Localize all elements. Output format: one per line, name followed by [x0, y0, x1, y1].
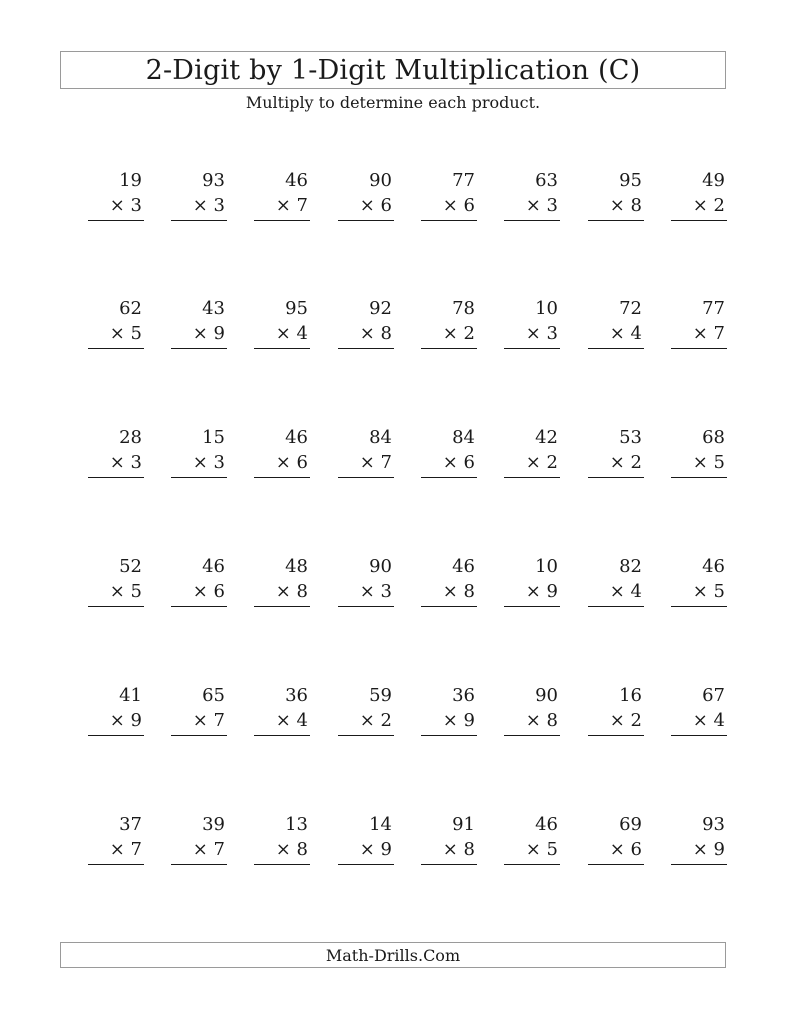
multiplier: 9 [713, 839, 725, 860]
multiplier: 4 [296, 710, 308, 731]
times-sign: × [275, 195, 291, 216]
times-sign: × [442, 839, 458, 860]
multiplicand: 43 [202, 298, 225, 319]
times-sign: × [525, 839, 541, 860]
multiplier-line [276, 710, 308, 732]
times-sign: × [692, 452, 708, 473]
multiplicand: 19 [119, 170, 142, 191]
multiplicand: 93 [702, 814, 725, 835]
multiplier: 9 [380, 839, 392, 860]
multiplier-line [443, 581, 475, 603]
multiplier-line [526, 710, 558, 732]
answer-line [421, 606, 477, 607]
times-sign: × [275, 581, 291, 602]
multiplicand: 42 [535, 427, 558, 448]
multiplier: 9 [463, 710, 475, 731]
multiplier: 8 [463, 839, 475, 860]
times-sign: × [359, 323, 375, 344]
times-sign: × [442, 195, 458, 216]
multiplier: 3 [546, 323, 558, 344]
answer-line [588, 606, 644, 607]
page-title: 2-Digit by 1-Digit Multiplication (C) [145, 54, 641, 86]
multiplier-line [360, 710, 392, 732]
multiplier: 7 [713, 323, 725, 344]
multiplier: 5 [130, 581, 142, 602]
answer-line [254, 864, 310, 865]
times-sign: × [442, 452, 458, 473]
answer-line [88, 735, 144, 736]
multiplier-line [610, 839, 642, 861]
multiplicand: 10 [535, 298, 558, 319]
multiplier: 3 [130, 452, 142, 473]
answer-line [338, 606, 394, 607]
multiplier-line [276, 452, 308, 474]
answer-line [338, 348, 394, 349]
multiplicand: 90 [369, 556, 392, 577]
answer-line [338, 864, 394, 865]
times-sign: × [442, 323, 458, 344]
multiplier: 8 [463, 581, 475, 602]
answer-line [88, 348, 144, 349]
times-sign: × [692, 323, 708, 344]
answer-line [88, 864, 144, 865]
multiplier: 5 [130, 323, 142, 344]
multiplicand: 53 [619, 427, 642, 448]
multiplier-line [193, 839, 225, 861]
times-sign: × [192, 710, 208, 731]
answer-line [171, 477, 227, 478]
multiplier-line [110, 710, 142, 732]
multiplicand: 46 [285, 427, 308, 448]
multiplier-line [610, 581, 642, 603]
multiplicand: 46 [452, 556, 475, 577]
multiplicand: 46 [285, 170, 308, 191]
multiplier: 4 [630, 581, 642, 602]
multiplicand: 82 [619, 556, 642, 577]
answer-line [671, 735, 727, 736]
answer-line [254, 348, 310, 349]
multiplier-line [110, 452, 142, 474]
multiplier: 6 [380, 195, 392, 216]
times-sign: × [609, 581, 625, 602]
multiplier-line [610, 452, 642, 474]
answer-line [504, 348, 560, 349]
multiplier: 2 [463, 323, 475, 344]
multiplicand: 69 [619, 814, 642, 835]
multiplicand: 84 [369, 427, 392, 448]
multiplier: 3 [213, 195, 225, 216]
multiplicand: 92 [369, 298, 392, 319]
multiplier-line [610, 710, 642, 732]
multiplier: 2 [630, 452, 642, 473]
multiplier: 7 [213, 839, 225, 860]
times-sign: × [109, 839, 125, 860]
times-sign: × [359, 452, 375, 473]
answer-line [171, 220, 227, 221]
answer-line [504, 606, 560, 607]
multiplier-line [443, 452, 475, 474]
multiplier-line [360, 452, 392, 474]
times-sign: × [692, 195, 708, 216]
times-sign: × [609, 195, 625, 216]
times-sign: × [525, 195, 541, 216]
multiplier-line [526, 323, 558, 345]
times-sign: × [192, 581, 208, 602]
multiplier-line [443, 839, 475, 861]
times-sign: × [275, 710, 291, 731]
answer-line [88, 220, 144, 221]
multiplier-line [693, 581, 725, 603]
multiplier: 6 [463, 195, 475, 216]
multiplicand: 52 [119, 556, 142, 577]
answer-line [671, 606, 727, 607]
answer-line [171, 348, 227, 349]
multiplicand: 91 [452, 814, 475, 835]
multiplier-line [610, 195, 642, 217]
answer-line [254, 735, 310, 736]
footer-box [60, 942, 726, 968]
multiplicand: 46 [702, 556, 725, 577]
answer-line [504, 220, 560, 221]
answer-line [588, 735, 644, 736]
multiplier: 3 [380, 581, 392, 602]
answer-line [338, 220, 394, 221]
multiplier-line [526, 452, 558, 474]
multiplier-line [443, 195, 475, 217]
multiplicand: 95 [285, 298, 308, 319]
multiplier: 3 [130, 195, 142, 216]
multiplier: 2 [546, 452, 558, 473]
multiplier: 8 [546, 710, 558, 731]
multiplicand: 41 [119, 685, 142, 706]
answer-line [588, 864, 644, 865]
multiplicand: 59 [369, 685, 392, 706]
multiplicand: 95 [619, 170, 642, 191]
multiplier: 7 [296, 195, 308, 216]
times-sign: × [192, 839, 208, 860]
times-sign: × [359, 839, 375, 860]
times-sign: × [692, 710, 708, 731]
multiplier: 7 [213, 710, 225, 731]
answer-line [421, 348, 477, 349]
times-sign: × [442, 710, 458, 731]
multiplier-line [276, 195, 308, 217]
times-sign: × [192, 195, 208, 216]
multiplier-line [693, 839, 725, 861]
answer-line [671, 220, 727, 221]
multiplier-line [360, 195, 392, 217]
multiplier: 6 [213, 581, 225, 602]
multiplicand: 16 [619, 685, 642, 706]
answer-line [88, 477, 144, 478]
multiplier-line [693, 195, 725, 217]
multiplicand: 78 [452, 298, 475, 319]
times-sign: × [525, 710, 541, 731]
times-sign: × [692, 581, 708, 602]
times-sign: × [609, 452, 625, 473]
multiplier: 8 [296, 581, 308, 602]
multiplier: 2 [380, 710, 392, 731]
answer-line [421, 735, 477, 736]
multiplicand: 72 [619, 298, 642, 319]
multiplier: 9 [130, 710, 142, 731]
multiplier: 5 [713, 581, 725, 602]
multiplier: 6 [296, 452, 308, 473]
multiplicand: 63 [535, 170, 558, 191]
multiplier: 3 [213, 452, 225, 473]
times-sign: × [109, 452, 125, 473]
multiplier-line [443, 323, 475, 345]
times-sign: × [275, 323, 291, 344]
answer-line [588, 477, 644, 478]
multiplier-line [193, 323, 225, 345]
multiplicand: 37 [119, 814, 142, 835]
multiplier-line [193, 195, 225, 217]
times-sign: × [109, 323, 125, 344]
multiplicand: 36 [285, 685, 308, 706]
multiplier-line [693, 452, 725, 474]
times-sign: × [525, 323, 541, 344]
answer-line [588, 220, 644, 221]
answer-line [671, 864, 727, 865]
multiplicand: 39 [202, 814, 225, 835]
answer-line [421, 477, 477, 478]
multiplier: 7 [380, 452, 392, 473]
multiplicand: 68 [702, 427, 725, 448]
multiplier: 5 [546, 839, 558, 860]
multiplicand: 90 [535, 685, 558, 706]
multiplier-line [443, 710, 475, 732]
answer-line [254, 220, 310, 221]
multiplier-line [193, 452, 225, 474]
multiplier: 6 [463, 452, 475, 473]
multiplicand: 62 [119, 298, 142, 319]
multiplier-line [360, 839, 392, 861]
times-sign: × [692, 839, 708, 860]
multiplier-line [193, 710, 225, 732]
instructions: Multiply to determine each product. [245, 93, 541, 112]
multiplier: 2 [713, 195, 725, 216]
multiplier: 8 [296, 839, 308, 860]
multiplier-line [526, 581, 558, 603]
answer-line [88, 606, 144, 607]
answer-line [504, 477, 560, 478]
times-sign: × [525, 581, 541, 602]
answer-line [171, 864, 227, 865]
times-sign: × [609, 323, 625, 344]
multiplier: 9 [546, 581, 558, 602]
multiplier-line [110, 195, 142, 217]
multiplier: 3 [546, 195, 558, 216]
multiplier: 4 [296, 323, 308, 344]
multiplier-line [360, 323, 392, 345]
multiplier-line [693, 323, 725, 345]
times-sign: × [359, 710, 375, 731]
multiplier: 8 [630, 195, 642, 216]
multiplier-line [276, 323, 308, 345]
multiplier: 9 [213, 323, 225, 344]
times-sign: × [275, 839, 291, 860]
multiplier-line [110, 839, 142, 861]
answer-line [504, 735, 560, 736]
multiplicand: 15 [202, 427, 225, 448]
multiplier-line [110, 581, 142, 603]
times-sign: × [192, 323, 208, 344]
times-sign: × [359, 581, 375, 602]
answer-line [338, 735, 394, 736]
answer-line [254, 477, 310, 478]
multiplier: 7 [130, 839, 142, 860]
multiplier-line [193, 581, 225, 603]
times-sign: × [442, 581, 458, 602]
times-sign: × [109, 710, 125, 731]
times-sign: × [109, 581, 125, 602]
times-sign: × [609, 839, 625, 860]
multiplicand: 65 [202, 685, 225, 706]
answer-line [338, 477, 394, 478]
multiplicand: 84 [452, 427, 475, 448]
multiplier: 6 [630, 839, 642, 860]
multiplier: 4 [713, 710, 725, 731]
times-sign: × [275, 452, 291, 473]
multiplier-line [610, 323, 642, 345]
answer-line [504, 864, 560, 865]
multiplicand: 14 [369, 814, 392, 835]
times-sign: × [359, 195, 375, 216]
times-sign: × [192, 452, 208, 473]
answer-line [171, 606, 227, 607]
multiplicand: 48 [285, 556, 308, 577]
multiplicand: 90 [369, 170, 392, 191]
multiplier: 2 [630, 710, 642, 731]
multiplicand: 10 [535, 556, 558, 577]
answer-line [171, 735, 227, 736]
multiplicand: 77 [452, 170, 475, 191]
multiplicand: 77 [702, 298, 725, 319]
multiplicand: 46 [202, 556, 225, 577]
multiplier-line [110, 323, 142, 345]
answer-line [671, 348, 727, 349]
multiplicand: 46 [535, 814, 558, 835]
multiplicand: 49 [702, 170, 725, 191]
multiplier-line [693, 710, 725, 732]
times-sign: × [609, 710, 625, 731]
multiplier-line [276, 581, 308, 603]
multiplier: 8 [380, 323, 392, 344]
multiplier-line [526, 839, 558, 861]
answer-line [588, 348, 644, 349]
multiplier: 4 [630, 323, 642, 344]
multiplicand: 67 [702, 685, 725, 706]
multiplier-line [526, 195, 558, 217]
answer-line [254, 606, 310, 607]
times-sign: × [525, 452, 541, 473]
answer-line [421, 864, 477, 865]
footer-text: Math-Drills.Com [325, 945, 461, 965]
multiplier-line [276, 839, 308, 861]
times-sign: × [109, 195, 125, 216]
multiplicand: 28 [119, 427, 142, 448]
multiplier: 5 [713, 452, 725, 473]
multiplicand: 36 [452, 685, 475, 706]
answer-line [671, 477, 727, 478]
multiplicand: 13 [285, 814, 308, 835]
answer-line [421, 220, 477, 221]
multiplier-line [360, 581, 392, 603]
multiplicand: 93 [202, 170, 225, 191]
